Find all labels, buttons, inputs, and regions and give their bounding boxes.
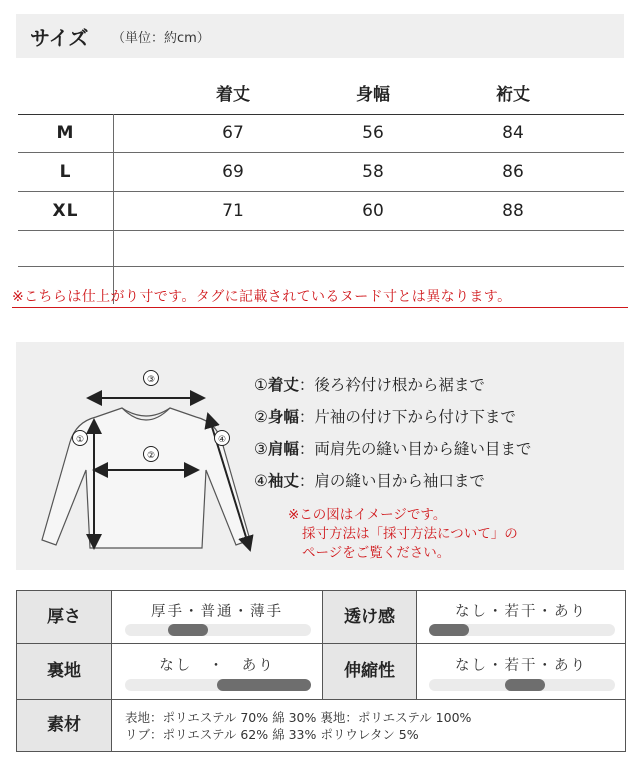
- item-desc: ：片袖の付け下から付け下まで: [298, 408, 516, 426]
- size-label: [18, 231, 113, 269]
- item-number: ①: [254, 376, 268, 394]
- marker-1: ①: [75, 435, 85, 445]
- table-row: [18, 114, 624, 153]
- image-disclaimer: [288, 506, 518, 563]
- item-name: 着丈: [267, 376, 299, 394]
- marker-4: ④: [217, 435, 227, 445]
- size-label: XL: [52, 201, 79, 221]
- item-number: ②: [254, 408, 268, 426]
- shirt-outline: [42, 408, 250, 548]
- thickness-options: 厚手・普通・薄手: [151, 604, 283, 620]
- lining-indicator: [217, 679, 311, 691]
- marker-3: ③: [146, 375, 156, 385]
- lining-label: 裏地: [17, 644, 111, 699]
- table-cell: 67: [222, 123, 244, 143]
- measurement-item: [254, 372, 485, 398]
- notice-underline: [12, 307, 628, 308]
- item-desc: ：肩の縫い目から袖口まで: [298, 472, 485, 490]
- spec-table: [16, 590, 626, 752]
- material-line: リブ：ポリエステル 62% 綿 33% ポリウレタン 5%: [125, 727, 419, 742]
- stretch-label: 伸縮性: [323, 644, 416, 699]
- item-desc: ：後ろ衿付け根から裾まで: [298, 376, 485, 394]
- item-number: ④: [254, 472, 268, 490]
- thickness-scale: [125, 624, 311, 636]
- table-header-row: [18, 76, 624, 115]
- size-label: L: [59, 162, 72, 182]
- table-cell: 86: [502, 162, 524, 182]
- measurement-panel: [16, 342, 624, 570]
- table-cell: 60: [362, 201, 384, 221]
- table-cell: 58: [362, 162, 384, 182]
- table-cell: 69: [222, 162, 244, 182]
- sheerness-options: なし・若干・あり: [455, 604, 587, 620]
- stretch-scale: [429, 679, 615, 691]
- material-line: 表地：ポリエステル 70% 綿 30% 裏地：ポリエステル 100%: [125, 710, 472, 725]
- size-title-bar: [16, 14, 624, 58]
- lining-options: なし ・ あり: [159, 658, 275, 674]
- table-row: [18, 153, 624, 192]
- disclaimer-line: ページをご覧ください。: [302, 545, 451, 561]
- sheerness-indicator: [429, 624, 469, 636]
- finish-size-notice: ※こちらは仕上がり寸です。タグに記載されているヌード寸とは異なります。: [12, 289, 512, 305]
- lining-scale: [125, 679, 311, 691]
- table-row: [18, 231, 624, 267]
- thickness-label: 厚さ: [17, 591, 111, 643]
- table-cell: 84: [502, 123, 524, 143]
- material-label: 素材: [17, 700, 111, 751]
- table-row: [18, 192, 624, 231]
- table-cell: 71: [222, 201, 244, 221]
- sheerness-label: 透け感: [323, 591, 416, 643]
- measurement-item: [254, 468, 485, 494]
- header-length: 着丈: [216, 85, 250, 105]
- item-name: 肩幅: [267, 440, 299, 458]
- item-desc: ：両肩先の縫い目から縫い目まで: [298, 440, 532, 458]
- disclaimer-line: 採寸方法は「採寸方法について」の: [302, 526, 518, 542]
- table-cell: 88: [502, 201, 524, 221]
- marker-2: ②: [146, 451, 156, 461]
- measurement-item: [254, 404, 516, 430]
- garment-illustration: [36, 362, 266, 562]
- section-title: サイズ: [30, 26, 89, 50]
- header-width: 身幅: [356, 85, 390, 105]
- size-label: M: [56, 123, 75, 143]
- table-cell: 56: [362, 123, 384, 143]
- header-sleeve: 裄丈: [496, 85, 530, 105]
- item-number: ③: [254, 440, 268, 458]
- item-name: 身幅: [267, 408, 299, 426]
- measurement-item: [254, 436, 531, 462]
- thickness-indicator: [168, 624, 208, 636]
- disclaimer-line: ※この図はイメージです。: [288, 507, 447, 523]
- unit-label: （単位：約cm）: [112, 31, 210, 46]
- item-name: 袖丈: [267, 472, 299, 490]
- stretch-indicator: [505, 679, 545, 691]
- stretch-options: なし・若干・あり: [455, 658, 587, 674]
- sheerness-scale: [429, 624, 615, 636]
